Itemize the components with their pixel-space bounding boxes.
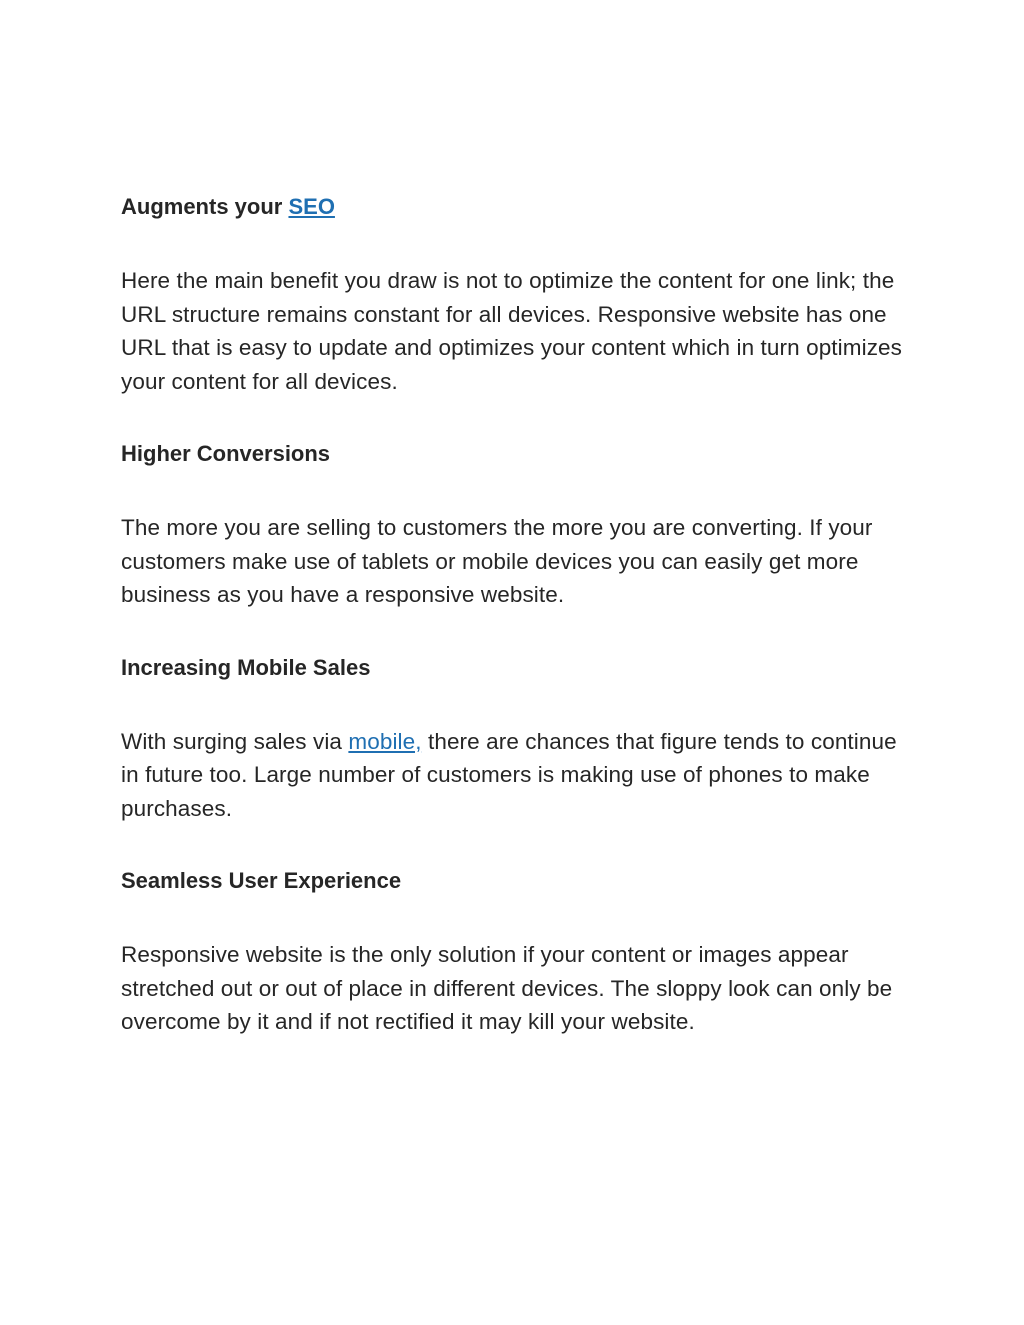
document-page: [121, 190, 911, 1039]
heading-higher-conversions: Higher Conversions: [121, 441, 331, 466]
paragraph-mobile-sales: [121, 725, 911, 826]
seo-link[interactable]: SEO: [288, 194, 335, 219]
paragraph-user-experience: Responsive website is the only solution if your content or images appear stretched out or out of place in different devices. The sloppy look can only be overcome by it and if not rectified it may kill your website.: [121, 942, 893, 1034]
heading-mobile-sales: Increasing Mobile Sales: [121, 654, 371, 680]
mobile-link[interactable]: mobile,: [348, 728, 422, 754]
paragraph-conversions: The more you are selling to customers the more you are converting. If your customers make use of tablets or mobile devices you can easily get more business as you have a responsive website.: [121, 515, 873, 607]
paragraph-seo: Here the main benefit you draw is not to optimize the content for one link; the URL structure remains constant for all devices. Responsive website has one URL that is easy to update and optimizes your content which in turn optimizes your content for all devices.: [121, 268, 903, 394]
paragraph-text: With surging sales via: [121, 728, 349, 754]
heading-user-experience: Seamless User Experience: [121, 868, 402, 893]
heading-augments-seo: [121, 190, 911, 224]
heading-text: Augments your: [121, 194, 289, 219]
paragraph-text: there are chances that figure tends to continue in future too. Large number of customers is making use of phones to make purchases.: [121, 728, 897, 821]
